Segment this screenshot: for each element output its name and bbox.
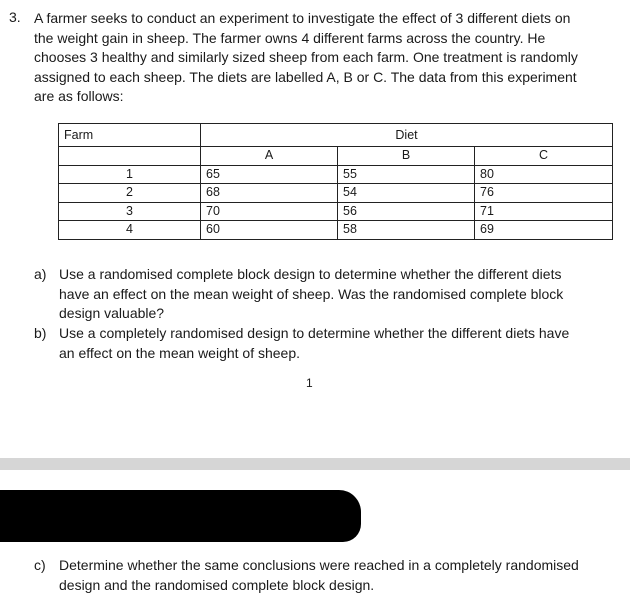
redaction-block [0,490,361,542]
part-line: Use a randomised complete block design to determine whether the different diets [59,266,562,282]
diet-label-row [59,147,613,166]
value-cell: 55 [338,165,475,184]
part-line: Determine whether the same conclusions were reached in a completely randomised [59,557,579,573]
intro-line: chooses 3 healthy and similarly sized sheep from each farm. One treatment is randomly [34,49,578,65]
question-intro [34,9,624,107]
value-cell: 80 [475,165,613,184]
diet-label-a: A [201,147,338,166]
question-number: 3. [9,9,21,25]
value-cell: 76 [475,184,613,203]
value-cell: 58 [338,221,475,240]
part-label: a) [34,266,47,282]
farm-cell: 2 [59,184,201,203]
part-line: have an effect on the mean weight of sheep. Was the randomised complete block [59,285,564,302]
value-cell: 71 [475,202,613,221]
value-cell: 65 [201,165,338,184]
value-cell: 54 [338,184,475,203]
part-line: design valuable? [59,305,165,321]
part-text [59,556,579,595]
part-line: design and the randomised complete block design. [59,576,375,593]
value-cell: 68 [201,184,338,203]
table-header-row [59,124,613,147]
table-row [59,202,613,221]
part-text [59,324,569,363]
part-text [59,265,563,324]
page-number: 1 [306,376,313,390]
intro-line: A farmer seeks to conduct an experiment to investigate the effect of 3 different diets on [34,10,571,26]
diet-label-b: B [338,147,475,166]
farm-header: Farm [59,124,201,147]
intro-line: assigned to each sheep. The diets are labelled A, B or C. The data from this experiment [34,68,577,85]
intro-line: are as follows: [34,88,124,104]
farm-cell: 1 [59,165,201,184]
diet-header: Diet [201,124,613,147]
part-line: an effect on the mean weight of sheep. [59,344,301,361]
farm-cell: 4 [59,221,201,240]
diet-label-c: C [475,147,613,166]
farm-cell: 3 [59,202,201,221]
part-line: Use a completely randomised design to determine whether the different diets have [59,325,570,341]
empty-cell [59,147,201,166]
part-label: c) [34,557,46,573]
value-cell: 56 [338,202,475,221]
data-table [58,123,613,240]
value-cell: 69 [475,221,613,240]
part-label: b) [34,325,47,341]
table-row [59,221,613,240]
value-cell: 70 [201,202,338,221]
intro-line: the weight gain in sheep. The farmer owns 4 different farms across the country. He [34,29,546,46]
page-divider [0,458,630,470]
table-row [59,184,613,203]
table-row [59,165,613,184]
value-cell: 60 [201,221,338,240]
